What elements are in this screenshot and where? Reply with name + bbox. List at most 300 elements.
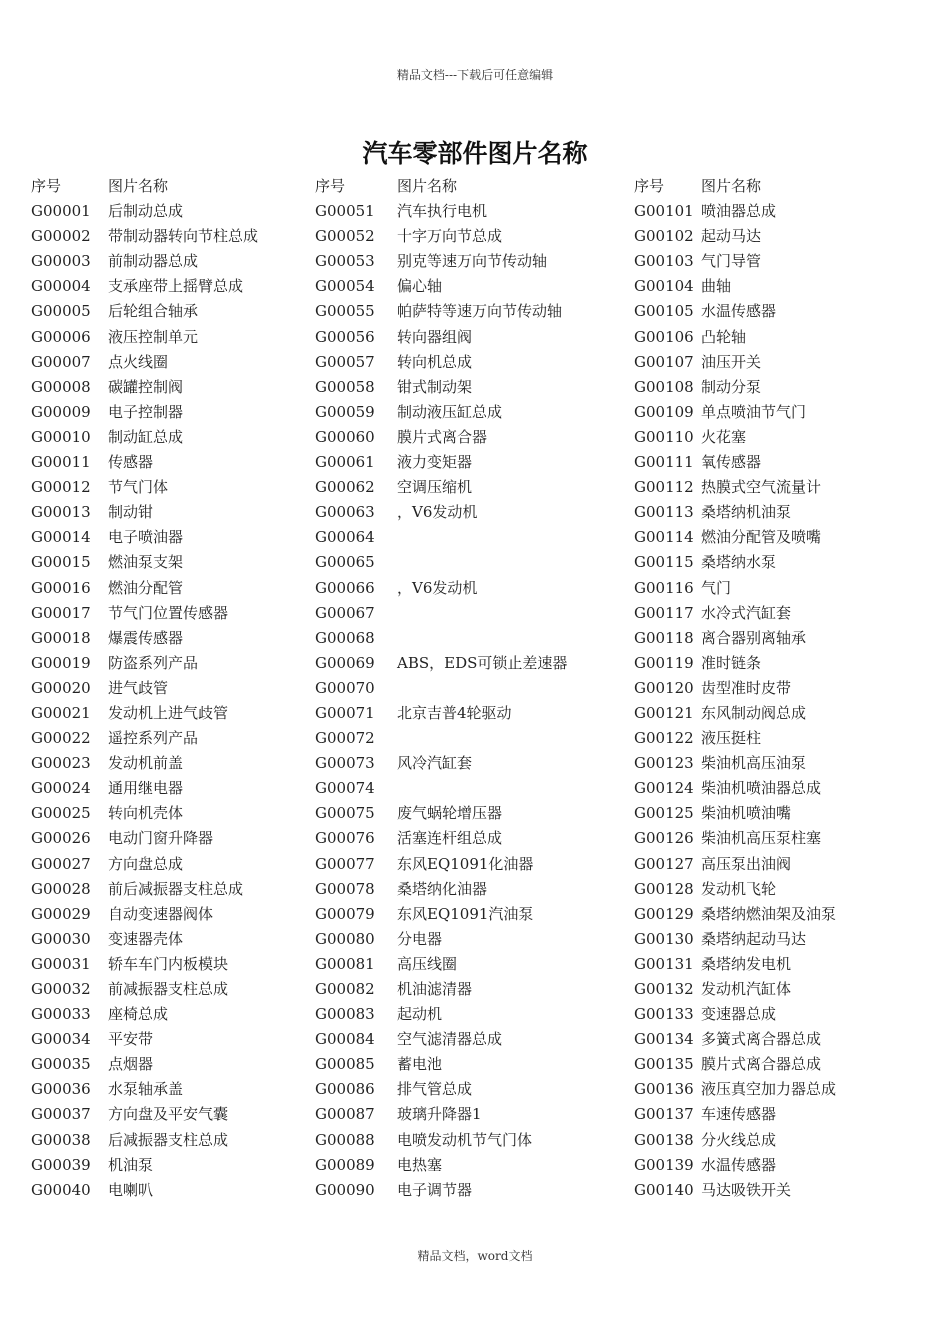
list-item	[634, 400, 924, 425]
list-item	[31, 1002, 301, 1027]
list-item	[315, 676, 615, 701]
list-item	[31, 676, 301, 701]
part-code: G00022	[31, 729, 91, 748]
part-code: G00136	[634, 1080, 694, 1099]
part-name: 转向机壳体	[108, 804, 184, 823]
part-code: G00039	[31, 1155, 91, 1174]
header-name-label: 图片名称	[701, 177, 762, 195]
part-code: G00140	[634, 1180, 694, 1199]
list-item	[31, 776, 301, 801]
part-code: G00072	[315, 729, 375, 748]
part-name: 变速器壳体	[108, 929, 184, 948]
list-item	[634, 224, 924, 249]
part-code: G00113	[634, 503, 694, 522]
part-code: G00138	[634, 1130, 694, 1149]
list-item	[31, 801, 301, 826]
part-name: 电子喷油器	[108, 528, 184, 547]
list-item	[315, 977, 615, 1002]
part-name: ABS，EDS可锁止差速器	[397, 653, 568, 672]
part-name: 柴油机高压泵柱塞	[701, 829, 822, 848]
part-code: G00120	[634, 678, 694, 697]
part-code: G00088	[315, 1130, 375, 1149]
list-item	[31, 1077, 301, 1102]
part-name: 桑塔纳起动马达	[701, 929, 807, 948]
list-item	[634, 1178, 924, 1203]
part-code: G00018	[31, 628, 91, 647]
part-name: 电喷发动机节气门体	[397, 1130, 533, 1149]
list-item	[31, 701, 301, 726]
part-code: G00089	[315, 1155, 375, 1174]
column-header-row	[315, 174, 615, 199]
list-item	[634, 826, 924, 851]
part-name: 后减振器支柱总成	[108, 1130, 229, 1149]
list-item	[315, 425, 615, 450]
list-item	[315, 1052, 615, 1077]
part-name: 玻璃升降器1	[397, 1105, 482, 1124]
part-code: G00007	[31, 352, 91, 371]
part-name: 平安带	[108, 1030, 154, 1049]
list-item	[315, 224, 615, 249]
part-code: G00111	[634, 453, 694, 472]
part-code: G00064	[315, 528, 375, 547]
part-name: 氧传感器	[701, 453, 762, 472]
list-item	[315, 927, 615, 952]
part-name: 高压线圈	[397, 954, 458, 973]
list-item	[634, 676, 924, 701]
part-name: 制动缸总成	[108, 427, 184, 446]
part-code: G00063	[315, 503, 375, 522]
part-code: G00087	[315, 1105, 375, 1124]
part-code: G00062	[315, 478, 375, 497]
list-item	[315, 952, 615, 977]
part-code: G00051	[315, 202, 375, 221]
list-item	[31, 450, 301, 475]
part-name: 燃油分配管	[108, 578, 184, 597]
list-item	[315, 751, 615, 776]
list-item	[315, 1178, 615, 1203]
header-code-label: 序号	[31, 177, 62, 195]
part-name: 桑塔纳燃油架及油泵	[701, 904, 837, 923]
part-code: G00052	[315, 227, 375, 246]
part-code: G00117	[634, 603, 694, 622]
list-item	[634, 249, 924, 274]
list-item	[634, 601, 924, 626]
list-item	[31, 550, 301, 575]
part-name: 通用继电器	[108, 779, 184, 798]
part-code: G00134	[634, 1030, 694, 1049]
list-item	[634, 1153, 924, 1178]
part-name: 活塞连杆组总成	[397, 829, 503, 848]
part-code: G00137	[634, 1105, 694, 1124]
part-code: G00123	[634, 754, 694, 773]
list-item	[315, 525, 615, 550]
part-name: 蓄电池	[397, 1055, 443, 1074]
part-name: 凸轮轴	[701, 327, 747, 346]
part-name: 后轮组合轴承	[108, 302, 199, 321]
part-name: 带制动器转向节柱总成	[108, 227, 259, 246]
part-code: G00127	[634, 854, 694, 873]
list-item	[315, 550, 615, 575]
part-name: 转向机总成	[397, 352, 473, 371]
list-item	[634, 801, 924, 826]
part-name: 钳式制动架	[397, 377, 473, 396]
part-name: 膜片式离合器总成	[701, 1055, 822, 1074]
part-code: G00060	[315, 427, 375, 446]
part-name: 前减振器支柱总成	[108, 980, 229, 998]
part-code: G00119	[634, 653, 694, 672]
list-item	[31, 400, 301, 425]
part-code: G00012	[31, 478, 91, 497]
list-item	[315, 475, 615, 500]
list-item	[315, 902, 615, 927]
part-name: 点火线圈	[108, 352, 169, 371]
part-code: G00013	[31, 503, 91, 522]
part-name: 节气门位置传感器	[108, 603, 229, 622]
part-code: G00074	[315, 779, 375, 798]
header-code-label: 序号	[315, 177, 346, 195]
part-code: G00057	[315, 352, 375, 371]
list-item	[634, 1052, 924, 1077]
part-code: G00079	[315, 904, 375, 923]
part-code: G00106	[634, 327, 694, 346]
header-name-label: 图片名称	[108, 177, 169, 195]
list-item	[315, 1102, 615, 1127]
list-item	[315, 801, 615, 826]
list-item	[31, 877, 301, 902]
list-item	[31, 826, 301, 851]
part-name: 起动机	[397, 1005, 443, 1024]
part-name: 单点喷油节气门	[701, 402, 807, 421]
part-name: 准时链条	[701, 653, 762, 672]
part-name: 喷油器总成	[701, 202, 777, 221]
list-item	[315, 1002, 615, 1027]
part-name: 气门	[701, 578, 732, 597]
list-item	[31, 927, 301, 952]
part-code: G00122	[634, 729, 694, 748]
list-item	[634, 927, 924, 952]
list-item	[634, 1002, 924, 1027]
part-name: 制动液压缸总成	[397, 402, 503, 421]
part-name: 发动机飞轮	[701, 879, 777, 898]
parts-column-1	[31, 174, 301, 1203]
part-code: G00027	[31, 854, 91, 873]
part-name: 东风EQ1091汽油泵	[397, 904, 534, 923]
part-code: G00101	[634, 202, 694, 221]
part-name: 座椅总成	[108, 1005, 169, 1024]
part-code: G00008	[31, 377, 91, 396]
part-code: G00108	[634, 377, 694, 396]
part-name: 风冷汽缸套	[397, 754, 473, 773]
part-name: 热膜式空气流量计	[701, 478, 822, 497]
part-code: G00121	[634, 703, 694, 722]
list-item	[315, 249, 615, 274]
list-item	[31, 425, 301, 450]
part-name: 膜片式离合器	[397, 427, 488, 446]
part-code: G00071	[315, 703, 375, 722]
list-item	[315, 350, 615, 375]
part-name: 桑塔纳机油泵	[701, 503, 792, 522]
part-code: G00020	[31, 678, 91, 697]
list-item	[31, 1052, 301, 1077]
list-item	[315, 1128, 615, 1153]
part-code: G00114	[634, 528, 694, 547]
part-name: 爆震传感器	[108, 628, 184, 647]
list-item	[315, 1027, 615, 1052]
list-item	[31, 199, 301, 224]
list-item	[31, 475, 301, 500]
part-code: G00037	[31, 1105, 91, 1124]
part-name: 分电器	[397, 929, 443, 948]
list-item	[31, 1153, 301, 1178]
part-code: G00011	[31, 453, 91, 472]
part-code: G00029	[31, 904, 91, 923]
part-name: 制动分泵	[701, 377, 762, 396]
part-name: 电子调节器	[397, 1180, 473, 1199]
part-name: 变速器总成	[701, 1005, 777, 1024]
part-name: 分火线总成	[701, 1130, 777, 1149]
part-code: G00076	[315, 829, 375, 848]
part-name: 桑塔纳发电机	[701, 954, 792, 973]
list-item	[634, 626, 924, 651]
part-name: 制动钳	[108, 503, 154, 522]
part-name: 桑塔纳水泵	[701, 553, 777, 572]
part-code: G00084	[315, 1030, 375, 1049]
list-item	[634, 299, 924, 324]
part-code: G00031	[31, 954, 91, 973]
list-item	[634, 550, 924, 575]
part-code: G00107	[634, 352, 694, 371]
part-name: 后制动总成	[108, 202, 184, 221]
part-code: G00075	[315, 804, 375, 823]
list-item	[31, 952, 301, 977]
part-code: G00015	[31, 553, 91, 572]
part-code: G00118	[634, 628, 694, 647]
part-name: 水温传感器	[701, 1155, 777, 1174]
part-code: G00066	[315, 578, 375, 597]
part-code: G00124	[634, 779, 694, 798]
list-item	[634, 1077, 924, 1102]
part-name: 水冷式汽缸套	[701, 603, 792, 622]
part-code: G00070	[315, 678, 375, 697]
part-name: 传感器	[108, 453, 154, 472]
list-item	[315, 852, 615, 877]
list-item	[634, 651, 924, 676]
list-item	[315, 500, 615, 525]
part-name: 方向盘总成	[108, 854, 184, 873]
part-code: G00073	[315, 754, 375, 773]
part-code: G00068	[315, 628, 375, 647]
part-name: 防盗系列产品	[108, 653, 199, 672]
list-item	[634, 726, 924, 751]
list-item	[315, 601, 615, 626]
part-code: G00104	[634, 277, 694, 296]
list-item	[315, 299, 615, 324]
list-item	[31, 902, 301, 927]
list-item	[31, 1027, 301, 1052]
list-item	[31, 500, 301, 525]
part-name: 发动机汽缸体	[701, 980, 792, 998]
list-item	[634, 902, 924, 927]
part-code: G00128	[634, 879, 694, 898]
part-code: G00135	[634, 1055, 694, 1074]
part-name: 高压泵出油阀	[701, 854, 792, 873]
part-code: G00040	[31, 1180, 91, 1199]
part-code: G00083	[315, 1005, 375, 1024]
part-code: G00090	[315, 1180, 375, 1199]
part-name: 水温传感器	[701, 302, 777, 321]
list-item	[31, 274, 301, 299]
list-item	[31, 1178, 301, 1203]
part-code: G00010	[31, 427, 91, 446]
part-code: G00002	[31, 227, 91, 246]
list-item	[634, 751, 924, 776]
part-code: G00005	[31, 302, 91, 321]
list-item	[315, 450, 615, 475]
part-code: G00102	[634, 227, 694, 246]
list-item	[315, 325, 615, 350]
part-code: G00003	[31, 252, 91, 271]
part-name: 电动门窗升降器	[108, 829, 214, 848]
list-item	[31, 1128, 301, 1153]
part-code: G00030	[31, 929, 91, 948]
part-code: G00026	[31, 829, 91, 848]
part-name: ，V6发动机	[397, 578, 478, 597]
list-item	[31, 325, 301, 350]
part-name: 废气蜗轮增压器	[397, 804, 503, 823]
list-item	[315, 199, 615, 224]
part-code: G00017	[31, 603, 91, 622]
part-code: G00006	[31, 327, 91, 346]
list-item	[634, 199, 924, 224]
part-name: 曲轴	[701, 277, 732, 296]
list-item	[634, 425, 924, 450]
list-item	[315, 375, 615, 400]
list-item	[31, 249, 301, 274]
list-item	[315, 826, 615, 851]
part-code: G00105	[634, 302, 694, 321]
part-code: G00053	[315, 252, 375, 271]
list-item	[634, 350, 924, 375]
part-name: 前后减振器支柱总成	[108, 879, 244, 898]
list-item	[315, 877, 615, 902]
part-code: G00014	[31, 528, 91, 547]
list-item	[634, 952, 924, 977]
parts-column-2	[315, 174, 615, 1203]
part-name: 别克等速万向节传动轴	[397, 252, 548, 271]
part-name: 机油滤清器	[397, 980, 473, 998]
part-code: G00103	[634, 252, 694, 271]
list-item	[315, 726, 615, 751]
part-code: G00078	[315, 879, 375, 898]
list-item	[634, 274, 924, 299]
part-name: 气门导管	[701, 252, 762, 271]
list-item	[31, 1102, 301, 1127]
part-name: 帕萨特等速万向节传动轴	[397, 302, 563, 321]
part-code: G00116	[634, 578, 694, 597]
list-item	[31, 350, 301, 375]
part-code: G00004	[31, 277, 91, 296]
list-item	[634, 1102, 924, 1127]
list-item	[634, 500, 924, 525]
list-item	[634, 325, 924, 350]
list-item	[315, 651, 615, 676]
list-item	[31, 224, 301, 249]
part-name: ，V6发动机	[397, 503, 478, 522]
part-name: 多簧式离合器总成	[701, 1030, 822, 1049]
list-item	[31, 525, 301, 550]
part-name: 柴油机高压油泵	[701, 754, 807, 773]
list-item	[315, 701, 615, 726]
header-name-label: 图片名称	[397, 177, 458, 195]
part-name: 液力变矩器	[397, 453, 473, 472]
list-item	[315, 776, 615, 801]
list-item	[315, 400, 615, 425]
part-code: G00061	[315, 453, 375, 472]
part-code: G00032	[31, 980, 91, 998]
list-item	[315, 1077, 615, 1102]
part-code: G00077	[315, 854, 375, 873]
part-code: G00067	[315, 603, 375, 622]
part-name: 起动马达	[701, 227, 762, 246]
part-code: G00133	[634, 1005, 694, 1024]
part-code: G00035	[31, 1055, 91, 1074]
column-header-row	[31, 174, 301, 199]
part-code: G00038	[31, 1130, 91, 1149]
page-footer: 精品文档，word文档	[417, 1249, 533, 1263]
part-name: 前制动器总成	[108, 252, 199, 271]
part-code: G00065	[315, 553, 375, 572]
list-item	[634, 701, 924, 726]
part-code: G00131	[634, 954, 694, 973]
part-name: 碳罐控制阀	[108, 377, 184, 396]
part-code: G00054	[315, 277, 375, 296]
part-code: G00033	[31, 1005, 91, 1024]
list-item	[31, 576, 301, 601]
part-name: 遥控系列产品	[108, 729, 199, 748]
part-name: 汽车执行电机	[397, 202, 488, 221]
list-item	[634, 375, 924, 400]
part-name: 液压控制单元	[108, 327, 199, 346]
page-title: 汽车零部件图片名称	[362, 139, 588, 168]
part-name: 火花塞	[701, 427, 747, 446]
part-code: G00112	[634, 478, 694, 497]
part-code: G00028	[31, 879, 91, 898]
list-item	[31, 726, 301, 751]
list-item	[31, 651, 301, 676]
part-name: 空气滤清器总成	[397, 1030, 503, 1049]
part-name: 燃油泵支架	[108, 553, 184, 572]
part-code: G00036	[31, 1080, 91, 1099]
list-item	[315, 626, 615, 651]
part-name: 电子控制器	[108, 402, 184, 421]
part-code: G00016	[31, 578, 91, 597]
part-name: 进气歧管	[108, 678, 169, 697]
part-code: G00109	[634, 402, 694, 421]
list-item	[634, 977, 924, 1002]
part-name: 轿车车门内板模块	[108, 954, 229, 973]
column-header-row	[634, 174, 924, 199]
part-name: 点烟器	[108, 1055, 154, 1074]
part-name: 方向盘及平安气囊	[108, 1105, 229, 1124]
part-code: G00139	[634, 1155, 694, 1174]
part-name: 柴油机喷油器总成	[701, 779, 822, 798]
list-item	[634, 776, 924, 801]
part-code: G00058	[315, 377, 375, 396]
list-item	[634, 1027, 924, 1052]
part-code: G00056	[315, 327, 375, 346]
part-code: G00025	[31, 804, 91, 823]
part-name: 燃油分配管及喷嘴	[701, 528, 822, 547]
